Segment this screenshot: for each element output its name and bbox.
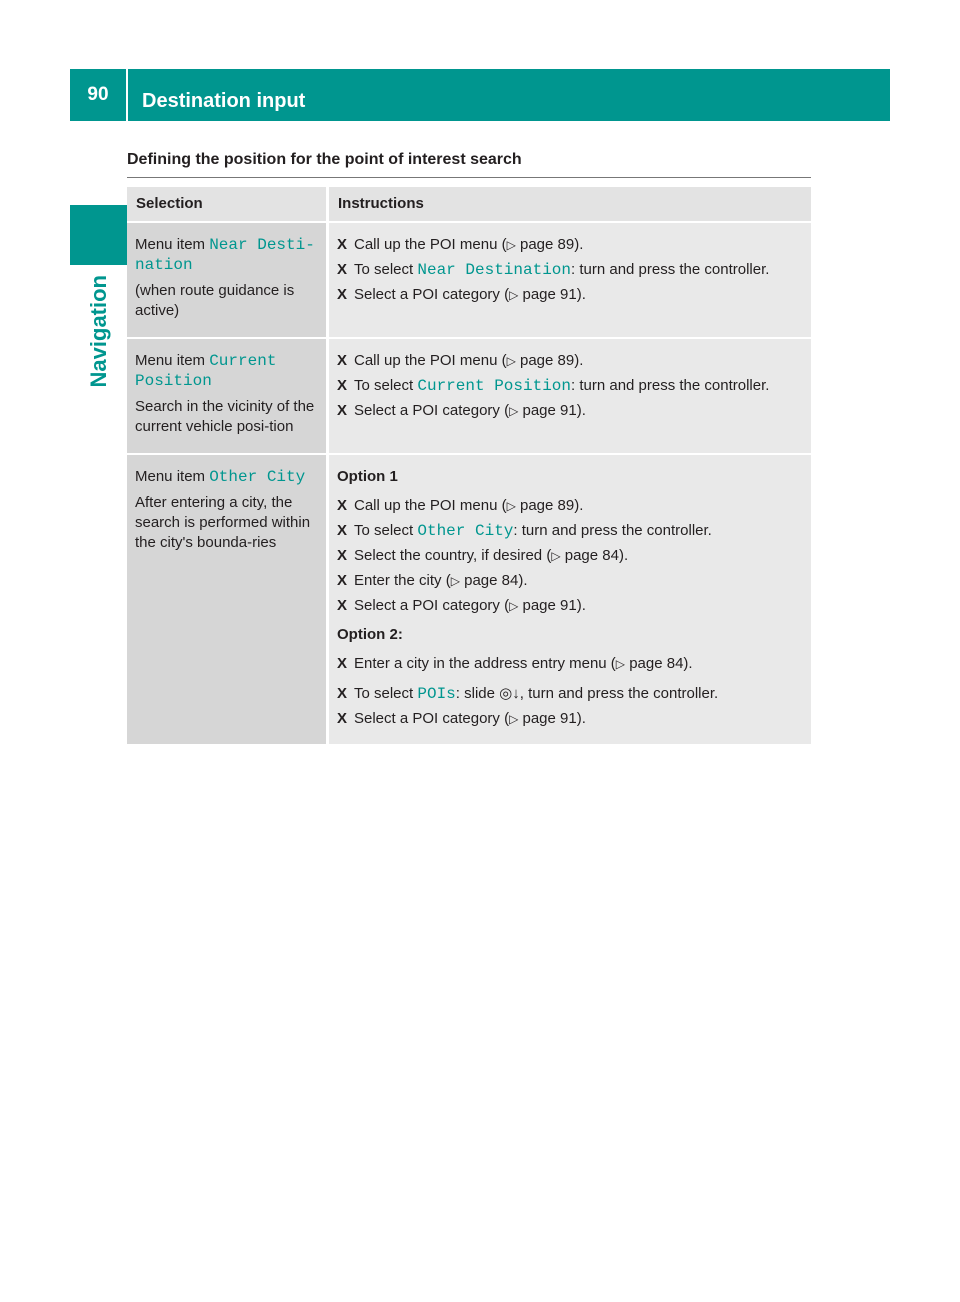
list-item: X Select a POI category (▷ page 91). bbox=[337, 286, 586, 303]
instructions-cell bbox=[329, 339, 811, 455]
list-item: X Select a POI category (▷ page 91). bbox=[337, 710, 586, 727]
poi-position-table bbox=[127, 187, 811, 746]
side-tab-label bbox=[84, 275, 114, 505]
menu-code: Near Destination bbox=[417, 261, 571, 279]
page-ref-icon: ▷ bbox=[450, 574, 460, 588]
table-header-row bbox=[127, 187, 811, 223]
step-marker: X bbox=[337, 655, 348, 672]
title-rule bbox=[127, 177, 811, 178]
header-instructions: Instructions bbox=[329, 187, 811, 223]
table-row bbox=[127, 339, 811, 455]
step-marker: X bbox=[337, 352, 348, 369]
selection-cell bbox=[127, 455, 329, 746]
table-row bbox=[127, 455, 811, 746]
page-ref-icon: ▷ bbox=[509, 712, 519, 726]
step-marker: X bbox=[337, 710, 348, 727]
instructions-cell bbox=[329, 223, 811, 339]
step-marker: X bbox=[337, 497, 348, 514]
list-item: X To select Other City: turn and press the controller. bbox=[337, 522, 712, 540]
list-item: X Select a POI category (▷ page 91). bbox=[337, 402, 586, 419]
selection-cell bbox=[127, 223, 329, 339]
step-marker: X bbox=[337, 685, 348, 702]
menu-code: Current Position bbox=[417, 377, 571, 395]
chapter-title: Destination input bbox=[142, 90, 306, 112]
page-ref-icon: ▷ bbox=[509, 288, 519, 302]
selection-note: Search in the vicinity of the current vehicle posi-tion bbox=[135, 398, 315, 435]
header-selection: Selection bbox=[127, 187, 329, 223]
page-number: 90 bbox=[87, 84, 109, 105]
list-item: X Call up the POI menu (▷ page 89). bbox=[337, 236, 584, 253]
list-item: X To select Near Destination: turn and press the controller. bbox=[337, 261, 770, 279]
chapter-header bbox=[70, 69, 890, 121]
page-ref-icon: ▷ bbox=[509, 599, 519, 613]
page-ref-icon: ▷ bbox=[506, 354, 516, 368]
page-ref-icon: ▷ bbox=[551, 549, 561, 563]
table-row bbox=[127, 223, 811, 339]
section-title: Defining the position for the point of interest search bbox=[127, 151, 522, 168]
list-item: X Select the country, if desired (▷ page 84). bbox=[337, 547, 629, 564]
page-ref-icon: ▷ bbox=[509, 404, 519, 418]
step-marker: X bbox=[337, 377, 348, 394]
side-tab-marker bbox=[70, 205, 128, 265]
list-item: X To select POIs: slide ◎↓, turn and press the controller. bbox=[337, 685, 719, 703]
option-heading: Option 1 bbox=[337, 468, 398, 485]
menu-prefix: Menu item bbox=[135, 352, 210, 369]
page-ref-icon: ▷ bbox=[615, 657, 626, 671]
list-item: X To select Current Position: turn and press the controller. bbox=[337, 377, 770, 395]
step-marker: X bbox=[337, 597, 348, 614]
header-divider bbox=[126, 69, 128, 121]
menu-code: Other City bbox=[417, 522, 514, 540]
menu-code: POIs bbox=[417, 685, 456, 703]
list-item: X Select a POI category (▷ page 91). bbox=[337, 597, 586, 614]
menu-prefix: Menu item bbox=[135, 468, 210, 485]
step-marker: X bbox=[337, 261, 348, 278]
selection-cell bbox=[127, 339, 329, 455]
list-item: X Enter the city (▷ page 84). bbox=[337, 572, 528, 589]
step-marker: X bbox=[337, 522, 348, 539]
instructions-cell bbox=[329, 455, 811, 746]
option-heading: Option 2: bbox=[337, 626, 403, 643]
menu-item-other-city: Other City bbox=[209, 468, 306, 486]
page-ref-icon: ▷ bbox=[506, 238, 516, 252]
step-marker: X bbox=[337, 286, 348, 303]
selection-note: (when route guidance is active) bbox=[135, 282, 295, 319]
step-marker: X bbox=[337, 572, 348, 589]
list-item: X Call up the POI menu (▷ page 89). bbox=[337, 497, 584, 514]
selection-note: After entering a city, the search is performed within the city's bounda-ries bbox=[135, 494, 311, 551]
list-item: X Call up the POI menu (▷ page 89). bbox=[337, 352, 584, 369]
list-item: X Enter a city in the address entry menu (▷ page 84). bbox=[337, 655, 693, 672]
step-marker: X bbox=[337, 547, 348, 564]
step-marker: X bbox=[337, 402, 348, 419]
controller-slide-icon: ◎↓ bbox=[499, 685, 520, 702]
page-ref-icon: ▷ bbox=[506, 499, 516, 513]
side-tab-text: Navigation bbox=[86, 275, 111, 388]
menu-prefix: Menu item bbox=[135, 236, 210, 253]
step-marker: X bbox=[337, 236, 348, 253]
menu-item-current-position: Current Position bbox=[135, 352, 277, 390]
menu-item-near-destination: Near Desti-nation bbox=[135, 236, 315, 274]
